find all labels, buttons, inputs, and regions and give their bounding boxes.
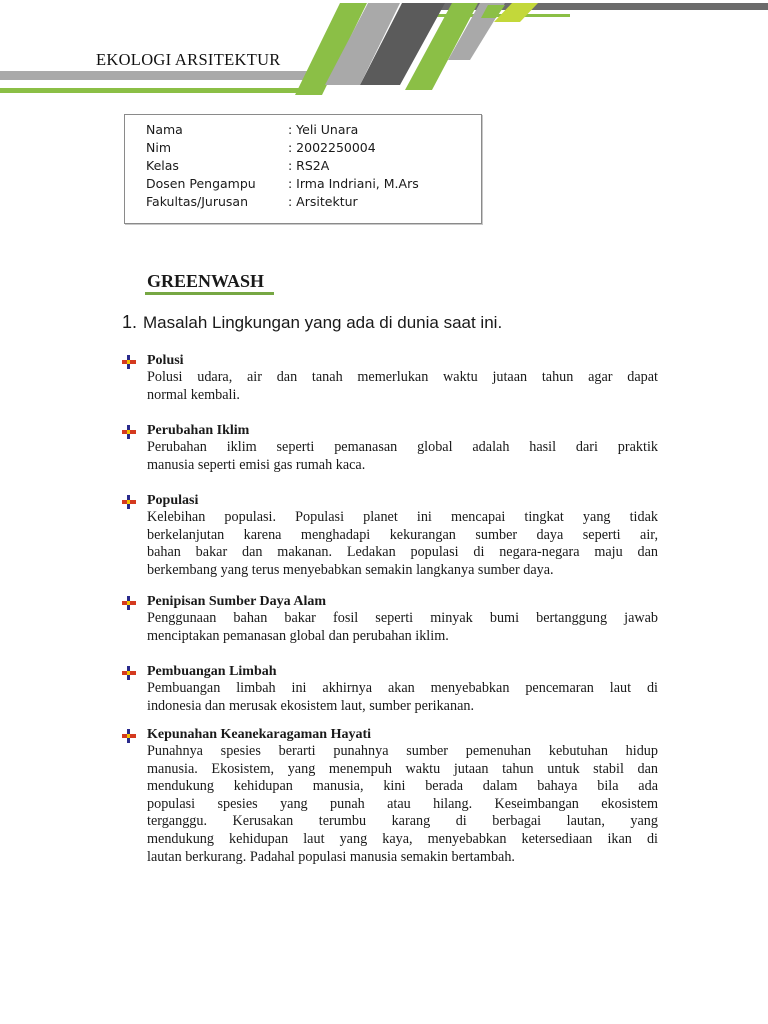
section-underline bbox=[145, 292, 274, 295]
item-line: menciptakan pemanasan global dan perubahan iklim. bbox=[147, 627, 449, 644]
info-value: : Irma Indriani, M.Ars bbox=[288, 176, 419, 191]
bullet-icon bbox=[122, 355, 136, 369]
student-info-box bbox=[124, 114, 482, 224]
item-line: indonesia dan merusak ekosistem laut, sumber perikanan. bbox=[147, 697, 475, 714]
item-line: manusia seperti emisi gas rumah kaca. bbox=[147, 456, 366, 473]
item-line: manusia. Ekosistem, yang menempuh waktu jutaan tahun untuk stabil dan bbox=[147, 760, 658, 777]
item-body bbox=[147, 439, 658, 474]
question-heading bbox=[122, 312, 502, 333]
item-line: Kelebihan populasi. Populasi planet ini mencapai tingkat yang tidak bbox=[147, 509, 658, 525]
bullet-icon bbox=[122, 495, 136, 509]
item-title: Penipisan Sumber Daya Alam bbox=[147, 594, 327, 609]
section-title: GREENWASH bbox=[147, 271, 265, 291]
item-line: terganggu. Kerusakan terumbu karang di berbagai lautan, yang bbox=[147, 813, 658, 830]
item-line: bahan bakar dan makanan. Ledakan populasi di negara-negara maju dan bbox=[147, 544, 658, 561]
item-line: berkelanjutan karena menghadapi kekurangan sumber daya seperti air, bbox=[147, 526, 658, 543]
item-body bbox=[147, 680, 658, 715]
info-value: : Yeli Unara bbox=[288, 122, 359, 137]
item-line: berkembang yang terus menyebabkan semakin langkanya sumber daya. bbox=[147, 561, 554, 578]
info-value: : RS2A bbox=[288, 158, 330, 173]
question-number: 1. bbox=[122, 312, 138, 332]
item-title: Pembuangan Limbah bbox=[147, 664, 277, 679]
info-value: : 2002250004 bbox=[288, 140, 376, 155]
item-line: mendukung kehidupan manusia, kini berada dalam bahaya bila ada bbox=[147, 778, 658, 795]
header-title: EKOLOGI ARSITEKTUR bbox=[96, 50, 281, 69]
bullet-icon bbox=[122, 729, 136, 743]
item-line: Punahnya spesies berarti punahnya sumber pemenuhan kebutuhan hidup bbox=[147, 743, 658, 759]
bullet-icon bbox=[122, 425, 136, 439]
item-line: lautan berkurang. Padahal populasi manusia semakin bertambah. bbox=[147, 848, 515, 865]
info-label: Kelas bbox=[146, 158, 179, 173]
item-line: Polusi udara, air dan tanah memerlukan waktu jutaan tahun agar dapat bbox=[147, 369, 658, 385]
item-body bbox=[147, 509, 658, 579]
bullet-icon bbox=[122, 666, 136, 680]
item-line: Pembuangan limbah ini akhirnya akan menyebabkan pencemaran laut di bbox=[147, 680, 658, 696]
item-line: normal kembali. bbox=[147, 386, 240, 403]
item-title: Perubahan Iklim bbox=[147, 423, 250, 438]
item-title: Kepunahan Keanekaragaman Hayati bbox=[147, 727, 372, 742]
info-label: Nama bbox=[146, 122, 183, 137]
item-line: Penggunaan bahan bakar fosil seperti minyak bumi bertanggung jawab bbox=[147, 610, 658, 626]
item-title: Populasi bbox=[147, 493, 199, 508]
info-label: Fakultas/Jurusan bbox=[146, 194, 249, 209]
info-label: Dosen Pengampu bbox=[146, 176, 256, 191]
item-body bbox=[147, 610, 658, 645]
info-value: : Arsitektur bbox=[288, 194, 358, 209]
item-body bbox=[147, 369, 658, 404]
item-line: mendukung kehidupan laut yang kaya, menyebabkan ketersediaan ikan di bbox=[147, 830, 658, 847]
bullet-icon bbox=[122, 596, 136, 610]
item-line: populasi spesies yang punah atau hilang. Keseimbangan ekosistem bbox=[147, 795, 658, 812]
item-line: Perubahan iklim seperti pemanasan global adalah hasil dari praktik bbox=[147, 439, 658, 455]
info-label: Nim bbox=[146, 140, 171, 155]
item-title: Polusi bbox=[147, 353, 184, 368]
item-body bbox=[147, 743, 658, 866]
question-text: Masalah Lingkungan yang ada di dunia saat ini. bbox=[143, 313, 503, 332]
